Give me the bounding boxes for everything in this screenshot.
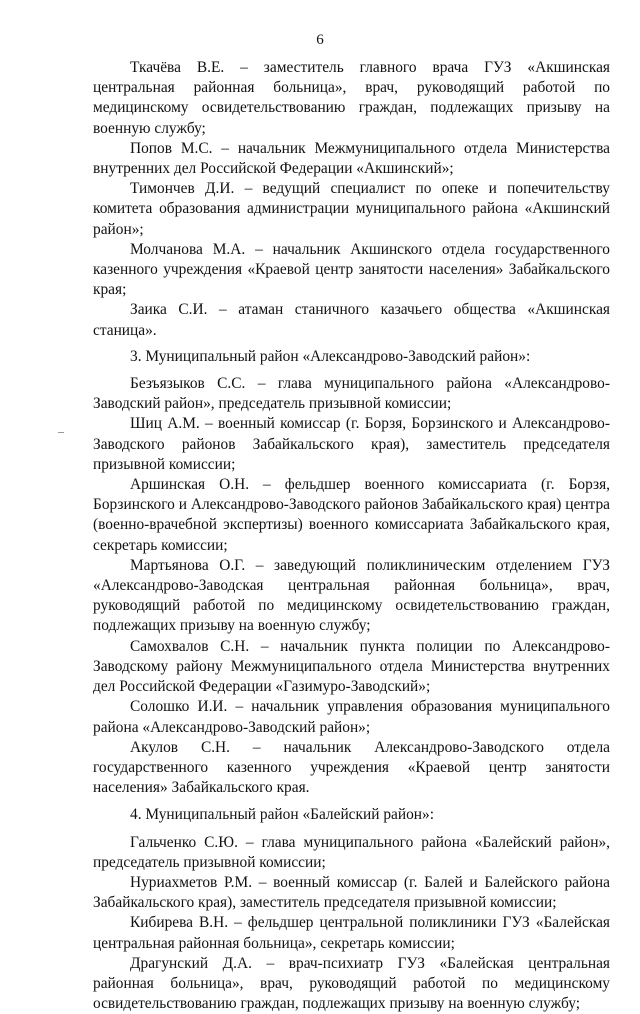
page-number: 6 bbox=[316, 32, 324, 48]
commission-member-entry: Самохвалов С.Н. – начальник пункта полиции по Александрово-Заводскому району Межмуниципального отдела Министерства внутренних дел Российской Федерации «Газимуро-Заводский»; bbox=[93, 637, 610, 696]
commission-member-entry: Молчанова М.А. – начальник Акшинского отдела государственного казенного учреждения «Краевой центр занятости населения» Забайкальского края; bbox=[93, 240, 610, 299]
commission-member-entry: Тимончев Д.И. – ведущий специалист по опеке и попечительству комитета образования администрации муниципального района «Акшинский район»; bbox=[93, 180, 610, 238]
commission-member-entry: Безъязыков С.С. – глава муниципального района «Александрово-Заводский район», председатель призывной комиссии; bbox=[93, 375, 610, 413]
commission-member-entry: Кибирева В.Н. – фельдшер центральной поликлиники ГУЗ «Балейская центральная районная больница», секретарь комиссии; bbox=[93, 914, 610, 952]
commission-member-entry: Попов М.С. – начальник Межмуниципального отдела Министерства внутренних дел Российской Федерации «Акшинский»; bbox=[93, 139, 610, 178]
commission-member-entry: Шиц А.М. – военный комиссар (г. Борзя, Борзинского и Александрово-Заводского районов Забайкальского края), заместитель председателя призывной комиссии; bbox=[93, 415, 610, 473]
commission-member-entry: Драгунский Д.А. – врач-психиатр ГУЗ «Балейская центральная районная больница», врач, руководящий работой по медицинскому освидетельствованию граждан, подлежащих призыву на военную службу; bbox=[93, 954, 610, 1013]
document-body bbox=[93, 58, 610, 1014]
commission-member-entry: Аршинская О.Н. – фельдшер военного комиссариата (г. Борзя, Борзинского и Александрово-Заводского районов Забайкальского края) центра (военно-врачебной экспертизы) военного комиссариата Забайкальского края, секретарь комиссии; bbox=[93, 476, 610, 554]
commission-member-entry: Нуриахметов Р.М. – военный комиссар (г. Балей и Балейского района Забайкальского края), заместитель председателя призывной комиссии; bbox=[93, 873, 610, 912]
section-heading-district-4: 4. Муниципальный район «Балейский район»: bbox=[130, 806, 434, 824]
commission-member-entry: Мартьянова О.Г. – заведующий поликлиническим отделением ГУЗ «Александрово-Заводская центральная районная больница», врач, руководящий работой по медицинскому освидетельствованию граждан, подлежащих призыву на военную службу; bbox=[93, 556, 610, 635]
commission-member-entry: Акулов С.Н. – начальник Александрово-Заводского отдела государственного казенного учреждения «Краевой центр занятости населения» Забайкальского края. bbox=[93, 738, 610, 797]
commission-member-entry: Гальченко С.Ю. – глава муниципального района «Балейский район», председатель призывной комиссии; bbox=[93, 833, 610, 871]
commission-member-entry: Солошко И.И. – начальник управления образования муниципального района «Александрово-Заводский район»; bbox=[93, 698, 610, 736]
commission-member-entry: Заика С.И. – атаман станичного казачьего общества «Акшинская станица». bbox=[93, 301, 610, 339]
section-heading-district-3: 3. Муниципальный район «Александрово-Заводский район»: bbox=[130, 347, 531, 365]
scan-margin-mark bbox=[58, 432, 64, 433]
commission-member-entry: Ткачёва В.Е. – заместитель главного врача ГУЗ «Акшинская центральная районная больница», врач, руководящий работой по медицинскому освидетельствованию граждан, подлежащих призыву на военную службу; bbox=[93, 59, 610, 137]
